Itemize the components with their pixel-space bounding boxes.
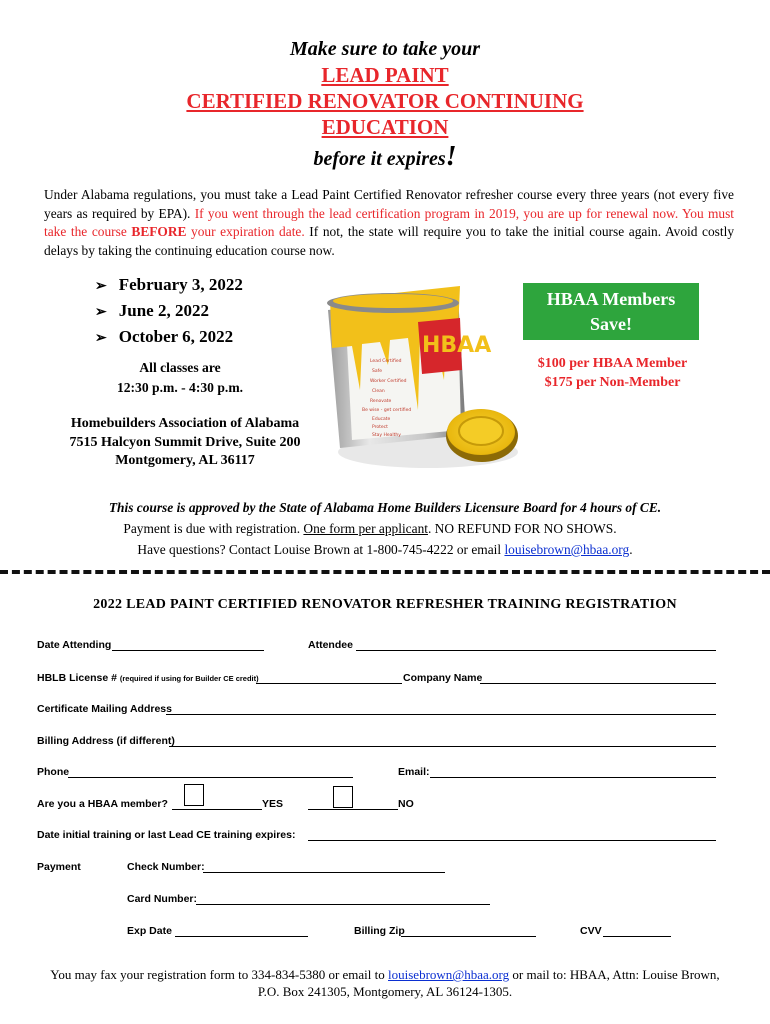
billing-address-field[interactable] bbox=[169, 746, 716, 747]
class-times bbox=[95, 358, 265, 398]
header-before-expires-text: before it expires bbox=[313, 148, 446, 170]
billing-zip-field[interactable] bbox=[401, 936, 536, 937]
association-city: Montgomery, AL 36117 bbox=[115, 453, 255, 468]
footer-line-2: P.O. Box 241305, Montgomery, AL 36124-1305. bbox=[257, 984, 513, 999]
price-member: $100 per HBAA Member bbox=[537, 356, 688, 371]
intro-paragraph bbox=[44, 186, 734, 260]
member-no-checkbox[interactable] bbox=[333, 786, 353, 808]
class-date-item: ➢ February 3, 2022 bbox=[95, 273, 243, 299]
pricing bbox=[520, 355, 705, 392]
company-name-label: Company Name bbox=[403, 672, 483, 684]
cut-line-divider bbox=[0, 570, 770, 574]
date-attending-label: Date Attending bbox=[37, 639, 112, 651]
date-attending-field[interactable] bbox=[112, 650, 264, 651]
can-brand-text: HBAA bbox=[422, 333, 492, 358]
approval-block bbox=[0, 497, 770, 560]
class-times-value: 12:30 p.m. - 4:30 p.m. bbox=[116, 380, 244, 395]
footer-email-link[interactable]: louisebrown@hbaa.org bbox=[388, 967, 510, 982]
expire-question-label: Date initial training or last Lead CE training expires: bbox=[37, 829, 296, 841]
attendee-field[interactable] bbox=[356, 650, 716, 651]
no-underline bbox=[308, 809, 398, 810]
class-date-item: ➢ June 2, 2022 bbox=[95, 299, 243, 325]
billing-zip-label: Billing Zip bbox=[354, 925, 405, 937]
approval-line: This course is approved by the State of Alabama Home Builders Licensure Board for 4 hours of CE. bbox=[108, 500, 662, 515]
can-label-item: Renovate bbox=[370, 399, 392, 404]
expire-date-field[interactable] bbox=[308, 840, 716, 841]
intro-before: BEFORE bbox=[131, 224, 187, 240]
can-label-item: Be wise - get certified bbox=[362, 408, 412, 413]
header-exclamation: ! bbox=[445, 141, 457, 172]
payment-line bbox=[0, 518, 770, 539]
footer-text-b: or mail to: HBAA, Attn: Louise Brown, bbox=[509, 967, 720, 982]
member-savings-badge bbox=[523, 283, 699, 340]
card-number-field[interactable] bbox=[196, 904, 490, 905]
class-times-label: All classes are bbox=[139, 360, 221, 375]
cvv-field[interactable] bbox=[603, 936, 671, 937]
can-label-item: Worker Certified bbox=[370, 379, 407, 384]
contact-line bbox=[0, 539, 770, 560]
check-number-label: Check Number: bbox=[127, 861, 205, 873]
price-nonmember: $175 per Non-Member bbox=[544, 374, 681, 390]
association-address bbox=[45, 415, 325, 471]
yes-underline bbox=[172, 809, 262, 810]
company-name-field[interactable] bbox=[480, 683, 716, 684]
no-label: NO bbox=[398, 798, 414, 810]
form-title: 2022 LEAD PAINT CERTIFIED RENOVATOR REFRESHER TRAINING REGISTRATION bbox=[93, 597, 677, 612]
certificate-address-field[interactable] bbox=[166, 714, 716, 715]
exp-date-field[interactable] bbox=[175, 936, 308, 937]
header-certified-renovator: CERTIFIED RENOVATOR CONTINUING bbox=[186, 89, 584, 113]
payment-one-form: One form per applicant bbox=[303, 521, 428, 536]
attendee-label: Attendee bbox=[308, 639, 353, 651]
class-dates-list bbox=[95, 273, 243, 351]
intro-text-2: If you went through the lead certification program in 2019, you are up for renewal now. You must take the course bbox=[44, 205, 734, 240]
header-line-1: Make sure to take your bbox=[290, 38, 480, 60]
intro-text-4: your expiration date. bbox=[186, 224, 305, 240]
yes-label: YES bbox=[262, 798, 284, 810]
contact-email-link[interactable]: louisebrown@hbaa.org bbox=[504, 542, 630, 557]
header-before-expires bbox=[0, 140, 770, 176]
header-education: EDUCATION bbox=[321, 115, 449, 139]
hblb-license-label bbox=[37, 672, 259, 684]
contact-text-end: . bbox=[629, 542, 633, 557]
footer-text-a: You may fax your registration form to 334-834-5380 or email to bbox=[50, 967, 389, 982]
can-label-item: Stay Healthy bbox=[372, 433, 401, 438]
contact-text: Have questions? Contact Louise Brown at 1-800-745-4222 or email bbox=[137, 542, 505, 557]
payment-label: Payment bbox=[37, 861, 81, 873]
certificate-address-label: Certificate Mailing Address bbox=[37, 703, 172, 715]
page-header bbox=[0, 36, 770, 176]
badge-line-1: HBAA Members bbox=[546, 289, 676, 309]
card-number-label: Card Number: bbox=[127, 893, 198, 905]
email-field[interactable] bbox=[430, 777, 716, 778]
billing-address-label: Billing Address (if different) bbox=[37, 735, 175, 747]
member-yes-checkbox[interactable] bbox=[184, 784, 204, 806]
payment-text-a: Payment is due with registration. bbox=[123, 521, 304, 536]
hblb-license-note: (required if using for Builder CE credit) bbox=[119, 674, 259, 683]
association-street: 7515 Halcyon Summit Drive, Suite 200 bbox=[69, 434, 301, 450]
phone-label: Phone bbox=[37, 766, 70, 778]
header-lead-paint: LEAD PAINT bbox=[321, 63, 449, 87]
paint-can-illustration bbox=[318, 270, 518, 480]
cvv-label: CVV bbox=[580, 925, 602, 937]
check-number-field[interactable] bbox=[203, 872, 445, 873]
payment-text-c: . NO REFUND FOR NO SHOWS. bbox=[427, 521, 617, 536]
phone-field[interactable] bbox=[68, 777, 353, 778]
footer-instructions bbox=[20, 966, 750, 1000]
can-label-item: Lead Certified bbox=[370, 359, 402, 364]
hblb-license-field[interactable] bbox=[256, 683, 402, 684]
can-label-item: Educate bbox=[372, 417, 391, 422]
can-label-item: Safe bbox=[372, 369, 382, 374]
class-date-item: ➢ October 6, 2022 bbox=[95, 325, 243, 351]
can-label-item: Protect bbox=[372, 425, 388, 430]
email-label: Email: bbox=[398, 766, 430, 778]
intro-text-5: If not, the state will require you to take the initial course again. Avoid costly delays by taking the continuing education course now. bbox=[44, 224, 735, 258]
association-name: Homebuilders Association of Alabama bbox=[70, 416, 300, 431]
intro-text-1: Under Alabama regulations, you must take a Lead Paint Certified Renovator refresher course every three years (not every five years as required by EPA). bbox=[44, 187, 734, 221]
hblb-license-text: HBLB License # bbox=[37, 672, 117, 684]
badge-line-2: Save! bbox=[590, 314, 632, 334]
exp-date-label: Exp Date bbox=[127, 925, 172, 937]
can-label-item: Clean bbox=[372, 389, 385, 394]
footer-line-1 bbox=[20, 966, 750, 983]
member-question-label: Are you a HBAA member? bbox=[37, 798, 168, 810]
